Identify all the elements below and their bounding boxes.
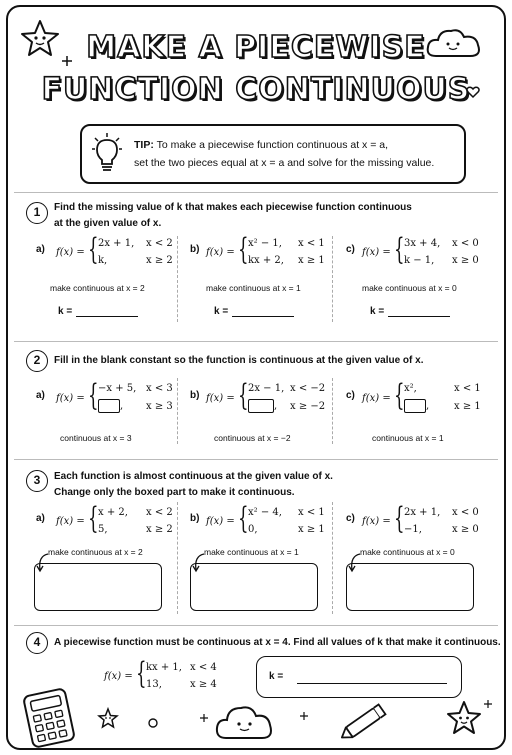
tip-line2: set the two pieces equal at x = a and solve for the missing value. xyxy=(134,157,435,169)
piece-condition: x ≥ 0 xyxy=(452,524,479,535)
piecewise-function xyxy=(206,501,330,539)
brace: { xyxy=(238,232,249,267)
brace: { xyxy=(88,378,99,413)
section1-instructions xyxy=(54,200,412,232)
problem-label: b) xyxy=(190,244,200,255)
piece-condition: x ≥ 2 xyxy=(146,524,173,535)
section-divider xyxy=(14,341,498,342)
column-divider xyxy=(177,378,178,444)
section-divider xyxy=(14,625,498,626)
blank-constant-box[interactable] xyxy=(404,399,426,413)
piece-condition: x < 2 xyxy=(146,238,173,249)
answer-blank[interactable] xyxy=(388,307,450,317)
section1-line2: at the given value of x. xyxy=(54,218,162,229)
problem-label: b) xyxy=(190,513,200,524)
calculator-icon xyxy=(24,688,80,748)
star-icon xyxy=(446,700,482,736)
function-name: f(x) = xyxy=(206,247,235,258)
brace: { xyxy=(394,378,405,413)
piece-expression: x², xyxy=(404,383,417,394)
function-name: f(x) = xyxy=(362,247,391,258)
continuity-note: continuous at x = −2 xyxy=(214,433,291,443)
section3-number: 3 xyxy=(26,470,48,492)
answer-blank[interactable] xyxy=(76,307,138,317)
k-answer-line[interactable] xyxy=(214,306,294,317)
piece-condition: x < 1 xyxy=(298,507,325,518)
star-icon xyxy=(98,708,118,728)
problem-label: a) xyxy=(36,390,45,401)
circle-doodle-icon xyxy=(148,718,158,728)
piece-expression: x² − 1, xyxy=(248,238,282,249)
section4-instructions: A piecewise function must be continuous at x = 4. Find all values of k that make it continuous. xyxy=(54,637,501,648)
section2-instructions: Fill in the blank constant so the function is continuous at the given value of x. xyxy=(54,355,424,366)
piece-condition: x < 0 xyxy=(452,507,479,518)
piece-condition: x ≥ 0 xyxy=(452,255,479,266)
blank-box-row: , xyxy=(404,399,429,413)
piece-condition: x ≥ 4 xyxy=(190,679,217,690)
section-divider xyxy=(14,192,498,193)
piece-condition: x ≥ −2 xyxy=(290,401,326,412)
cloud-icon xyxy=(214,702,276,742)
brace: { xyxy=(88,232,99,267)
brace: { xyxy=(394,501,405,536)
section3-instructions xyxy=(54,469,333,501)
answer-blank[interactable] xyxy=(297,683,447,684)
tip-box xyxy=(80,124,466,184)
piece-expression: x + 2, xyxy=(98,507,128,518)
tip-line1: To make a piecewise function continuous at x = a, xyxy=(156,139,389,151)
page-title-line2: FUNCTION CONTINUOUS xyxy=(41,72,471,107)
piecewise-function xyxy=(362,232,482,270)
sparkle-icon xyxy=(200,714,208,722)
piece-expression: kx + 1, xyxy=(146,662,182,673)
tip-label: TIP: xyxy=(134,139,154,151)
piecewise-function xyxy=(362,501,486,539)
piece-condition: x ≥ 2 xyxy=(146,255,173,266)
problem-label: c) xyxy=(346,390,355,401)
brace: { xyxy=(136,656,147,691)
piece-condition: x ≥ 1 xyxy=(298,524,325,535)
continuity-note: make continuous at x = 2 xyxy=(50,283,145,293)
piece-expression: k, xyxy=(98,255,108,266)
blank-box-row: , xyxy=(248,399,277,413)
piecewise-function xyxy=(56,232,176,270)
piece-condition: x < 1 xyxy=(454,383,481,394)
function-name: f(x) = xyxy=(104,671,133,682)
function-name: f(x) = xyxy=(362,393,391,404)
sparkle-icon xyxy=(300,712,308,720)
piece-condition: x ≥ 3 xyxy=(146,401,173,412)
piece-expression: 2x + 1, xyxy=(404,507,441,518)
k-label: k = xyxy=(370,306,385,317)
piece-expression: 2x − 1, xyxy=(248,383,285,394)
column-divider xyxy=(177,236,178,322)
answer-box[interactable] xyxy=(346,563,474,611)
blank-constant-box[interactable] xyxy=(98,399,120,413)
piece-expression: 3x + 4, xyxy=(404,238,441,249)
piece-condition: x < 2 xyxy=(146,507,173,518)
column-divider xyxy=(332,378,333,444)
section-divider xyxy=(14,459,498,460)
problem-label: c) xyxy=(346,513,355,524)
k-answer-line[interactable] xyxy=(370,306,450,317)
piece-condition: x < −2 xyxy=(290,383,326,394)
k-label: k = xyxy=(269,671,284,682)
section1-number: 1 xyxy=(26,202,48,224)
tip-text xyxy=(134,136,464,172)
function-name: f(x) = xyxy=(206,516,235,527)
column-divider xyxy=(332,236,333,322)
k-label: k = xyxy=(214,306,229,317)
column-divider xyxy=(177,502,178,614)
continuity-note: make continuous at x = 0 xyxy=(362,283,457,293)
piece-expression: 2x + 1, xyxy=(98,238,135,249)
continuity-note: make continuous at x = 1 xyxy=(204,547,299,557)
answer-box[interactable] xyxy=(190,563,318,611)
piece-condition: x ≥ 1 xyxy=(454,401,481,412)
brace: { xyxy=(238,501,249,536)
function-name: f(x) = xyxy=(56,247,85,258)
pencil-icon xyxy=(336,702,392,742)
problem-label: a) xyxy=(36,513,45,524)
piecewise-function xyxy=(362,378,486,417)
k-label: k = xyxy=(58,306,73,317)
sparkle-icon xyxy=(484,700,492,708)
function-name: f(x) = xyxy=(56,516,85,527)
k-answer-box[interactable] xyxy=(256,656,462,698)
lightbulb-icon xyxy=(92,132,122,176)
piecewise-function xyxy=(206,378,330,417)
piece-expression: 13, xyxy=(146,679,162,690)
piecewise-function xyxy=(104,656,234,694)
piece-condition: x < 4 xyxy=(190,662,217,673)
function-name: f(x) = xyxy=(362,516,391,527)
function-name: f(x) = xyxy=(56,393,85,404)
continuity-note: make continuous at x = 2 xyxy=(48,547,143,557)
brace: { xyxy=(394,232,405,267)
piece-expression: −x + 5, xyxy=(98,383,137,394)
continuity-note: continuous at x = 1 xyxy=(372,433,444,443)
piece-condition: x < 1 xyxy=(298,238,325,249)
piecewise-function xyxy=(56,501,176,539)
piece-expression: 5, xyxy=(98,524,108,535)
piece-condition: x < 0 xyxy=(452,238,479,249)
piece-expression: −1, xyxy=(404,524,422,535)
problem-label: c) xyxy=(346,244,355,255)
piece-expression: kx + 2, xyxy=(248,255,284,266)
blank-constant-box[interactable] xyxy=(248,399,274,413)
function-name: f(x) = xyxy=(206,393,235,404)
piece-expression: 0, xyxy=(248,524,258,535)
continuity-note: continuous at x = 3 xyxy=(60,433,132,443)
brace: { xyxy=(238,378,249,413)
piece-condition: x < 3 xyxy=(146,383,173,394)
problem-label: b) xyxy=(190,390,200,401)
piecewise-function xyxy=(56,378,176,417)
page-title-line1: MAKE A PIECEWISE xyxy=(86,30,426,65)
piece-condition: x ≥ 1 xyxy=(298,255,325,266)
section3-line2: Change only the boxed part to make it continuous. xyxy=(54,487,295,498)
k-answer-line[interactable] xyxy=(58,306,138,317)
piecewise-function xyxy=(206,232,330,270)
piece-expression: x² − 4, xyxy=(248,507,282,518)
problem-label: a) xyxy=(36,244,45,255)
blank-box-row: , xyxy=(98,399,123,413)
section1-line1: Find the missing value of k that makes each piecewise function continuous xyxy=(54,202,412,213)
continuity-note: make continuous at x = 1 xyxy=(206,283,301,293)
section2-number: 2 xyxy=(26,350,48,372)
column-divider xyxy=(332,502,333,614)
section3-line1: Each function is almost continuous at the given value of x. xyxy=(54,471,333,482)
piece-expression: k − 1, xyxy=(404,255,435,266)
brace: { xyxy=(88,501,99,536)
answer-box[interactable] xyxy=(34,563,162,611)
continuity-note: make continuous at x = 0 xyxy=(360,547,455,557)
answer-blank[interactable] xyxy=(232,307,294,317)
section4-number: 4 xyxy=(26,632,48,654)
